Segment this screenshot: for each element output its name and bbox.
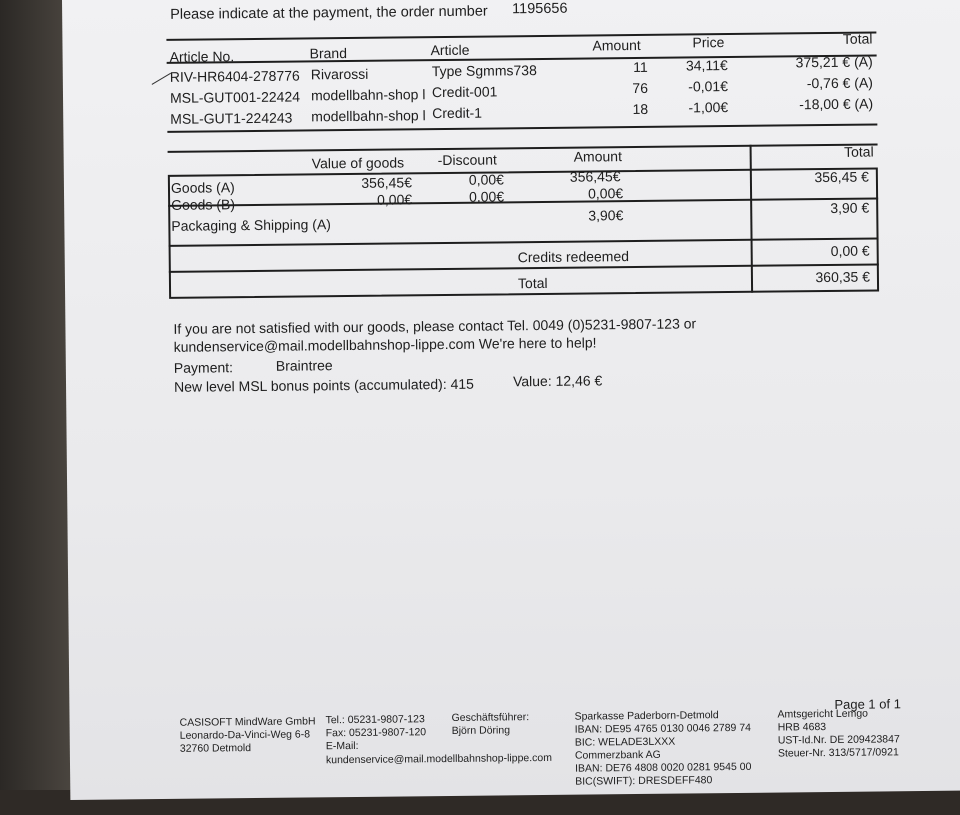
footer-bank-2: Commerzbank AG	[574, 748, 661, 762]
row1-brand: Rivarossi	[310, 65, 369, 83]
footer-fax: Fax: 05231-9807-120	[325, 726, 427, 740]
row3-amount: 18	[632, 100, 649, 118]
row1-amount: 11	[633, 58, 648, 76]
bonus-points: New level MSL bonus points (accumulated): 415	[173, 375, 474, 395]
header-article-no: Article No.	[169, 48, 235, 65]
row3-article-no: MSL-GUT1-224243	[170, 109, 293, 127]
goods-b-amount: 0,00€	[587, 185, 624, 202]
page-number: Page 1 of 1	[834, 696, 901, 712]
footer-bank-1: Sparkasse Paderborn-Detmold	[574, 709, 719, 723]
row1-article: Type Sgmms738	[431, 62, 537, 80]
footer-hrb: HRB 4683	[777, 721, 827, 734]
summary-top-rule	[168, 143, 878, 152]
footer-tax-number: Steuer-Nr. 313/5717/0921	[777, 746, 899, 760]
header-price: Price	[692, 34, 725, 51]
footer-email-label: E-Mail:	[325, 739, 359, 753]
footer-manager-label: Geschäftsführer:	[451, 711, 530, 724]
footer-bank-iban-1: IBAN: DE95 4765 0130 0046 2789 74	[574, 721, 752, 736]
goods-a-label: Goods (A)	[170, 179, 235, 196]
credits-total: 0,00 €	[830, 242, 870, 259]
shipping-total: 3,90 €	[830, 199, 870, 216]
goods-a-discount: 0,00€	[468, 171, 504, 188]
background-left	[0, 0, 70, 815]
row3-total: -18,00 € (A)	[799, 95, 874, 113]
row2-article-no: MSL-GUT001-22424	[169, 88, 301, 106]
header-article: Article	[430, 41, 470, 59]
shipping-amount: 3,90€	[588, 207, 624, 224]
footer-bank-bic-2: BIC(SWIFT): DRESDEFF480	[575, 774, 713, 788]
article-table-top-rule	[166, 31, 876, 40]
footer-tel: Tel.: 05231-9807-123	[325, 713, 425, 727]
row1-total: 375,21 € (A)	[795, 53, 873, 71]
row3-brand: modellbahn-shop l	[311, 107, 426, 125]
contact-line-1: If you are not satisfied with our goods, please contact Tel. 0049 (0)5231-9807-123 or	[173, 315, 697, 337]
footer-company-name: CASISOFT MindWare GmbH	[179, 715, 316, 729]
row1-price: 34,11€	[685, 57, 728, 74]
header-amount-summary: Amount	[573, 148, 622, 165]
footer-vat-id: UST-Id.Nr. DE 209423847	[777, 733, 900, 747]
bonus-value: Value: 12,46 €	[512, 372, 603, 390]
invoice-page	[62, 0, 960, 800]
row2-brand: modellbahn-shop l	[310, 86, 426, 104]
row2-total: -0,76 € (A)	[806, 74, 873, 92]
contact-line-2: kundenservice@mail.modellbahnshop-lippe.com We're here to help!	[173, 334, 597, 355]
row2-price: -0,01€	[688, 78, 729, 95]
row2-article: Credit-001	[431, 83, 498, 101]
row3-price: -1,00€	[688, 99, 729, 116]
payment-label: Payment:	[173, 359, 234, 376]
footer-email: kundenservice@mail.modellbahnshop-lippe.com	[325, 751, 553, 767]
header-value-of-goods: Value of goods	[311, 154, 405, 172]
footer-manager-name: Björn Döring	[451, 724, 511, 737]
row3-article: Credit-1	[432, 104, 483, 122]
pen-check-mark	[147, 64, 172, 85]
row1-article-no: RIV-HR6404-278776	[169, 67, 300, 85]
goods-a-value: 356,45€	[361, 174, 413, 191]
grand-total-value: 360,35 €	[815, 268, 871, 286]
header-total: Total	[842, 30, 873, 47]
footer-company-city: 32760 Detmold	[179, 742, 252, 755]
credits-label: Credits redeemed	[517, 248, 630, 266]
goods-a-total: 356,45 €	[814, 168, 869, 186]
payment-value: Braintree	[275, 357, 333, 374]
grand-total-label: Total	[517, 274, 548, 292]
footer-court: Amtsgericht Lemgo	[777, 707, 869, 721]
order-intro: Please indicate at the payment, the order number	[170, 3, 488, 23]
row2-amount: 76	[632, 79, 649, 97]
header-total-summary: Total	[843, 143, 874, 160]
shipping-label: Packaging & Shipping (A)	[171, 216, 331, 234]
header-discount: -Discount	[437, 151, 497, 169]
goods-b-label: Goods (B)	[171, 196, 236, 213]
goods-b-value: 0,00€	[376, 191, 413, 208]
footer-company-street: Leonardo-Da-Vinci-Weg 6-8	[179, 728, 311, 742]
header-brand: Brand	[309, 45, 348, 62]
footer-bank-bic-1: BIC: WELADE3LXXX	[574, 735, 676, 749]
header-amount: Amount	[592, 36, 641, 54]
goods-a-amount: 356,45€	[569, 168, 621, 185]
order-number: 1195656	[512, 0, 568, 18]
footer-bank-iban-2: IBAN: DE76 4808 0020 0281 9545 00	[575, 760, 752, 775]
goods-b-discount: 0,00€	[468, 188, 505, 205]
